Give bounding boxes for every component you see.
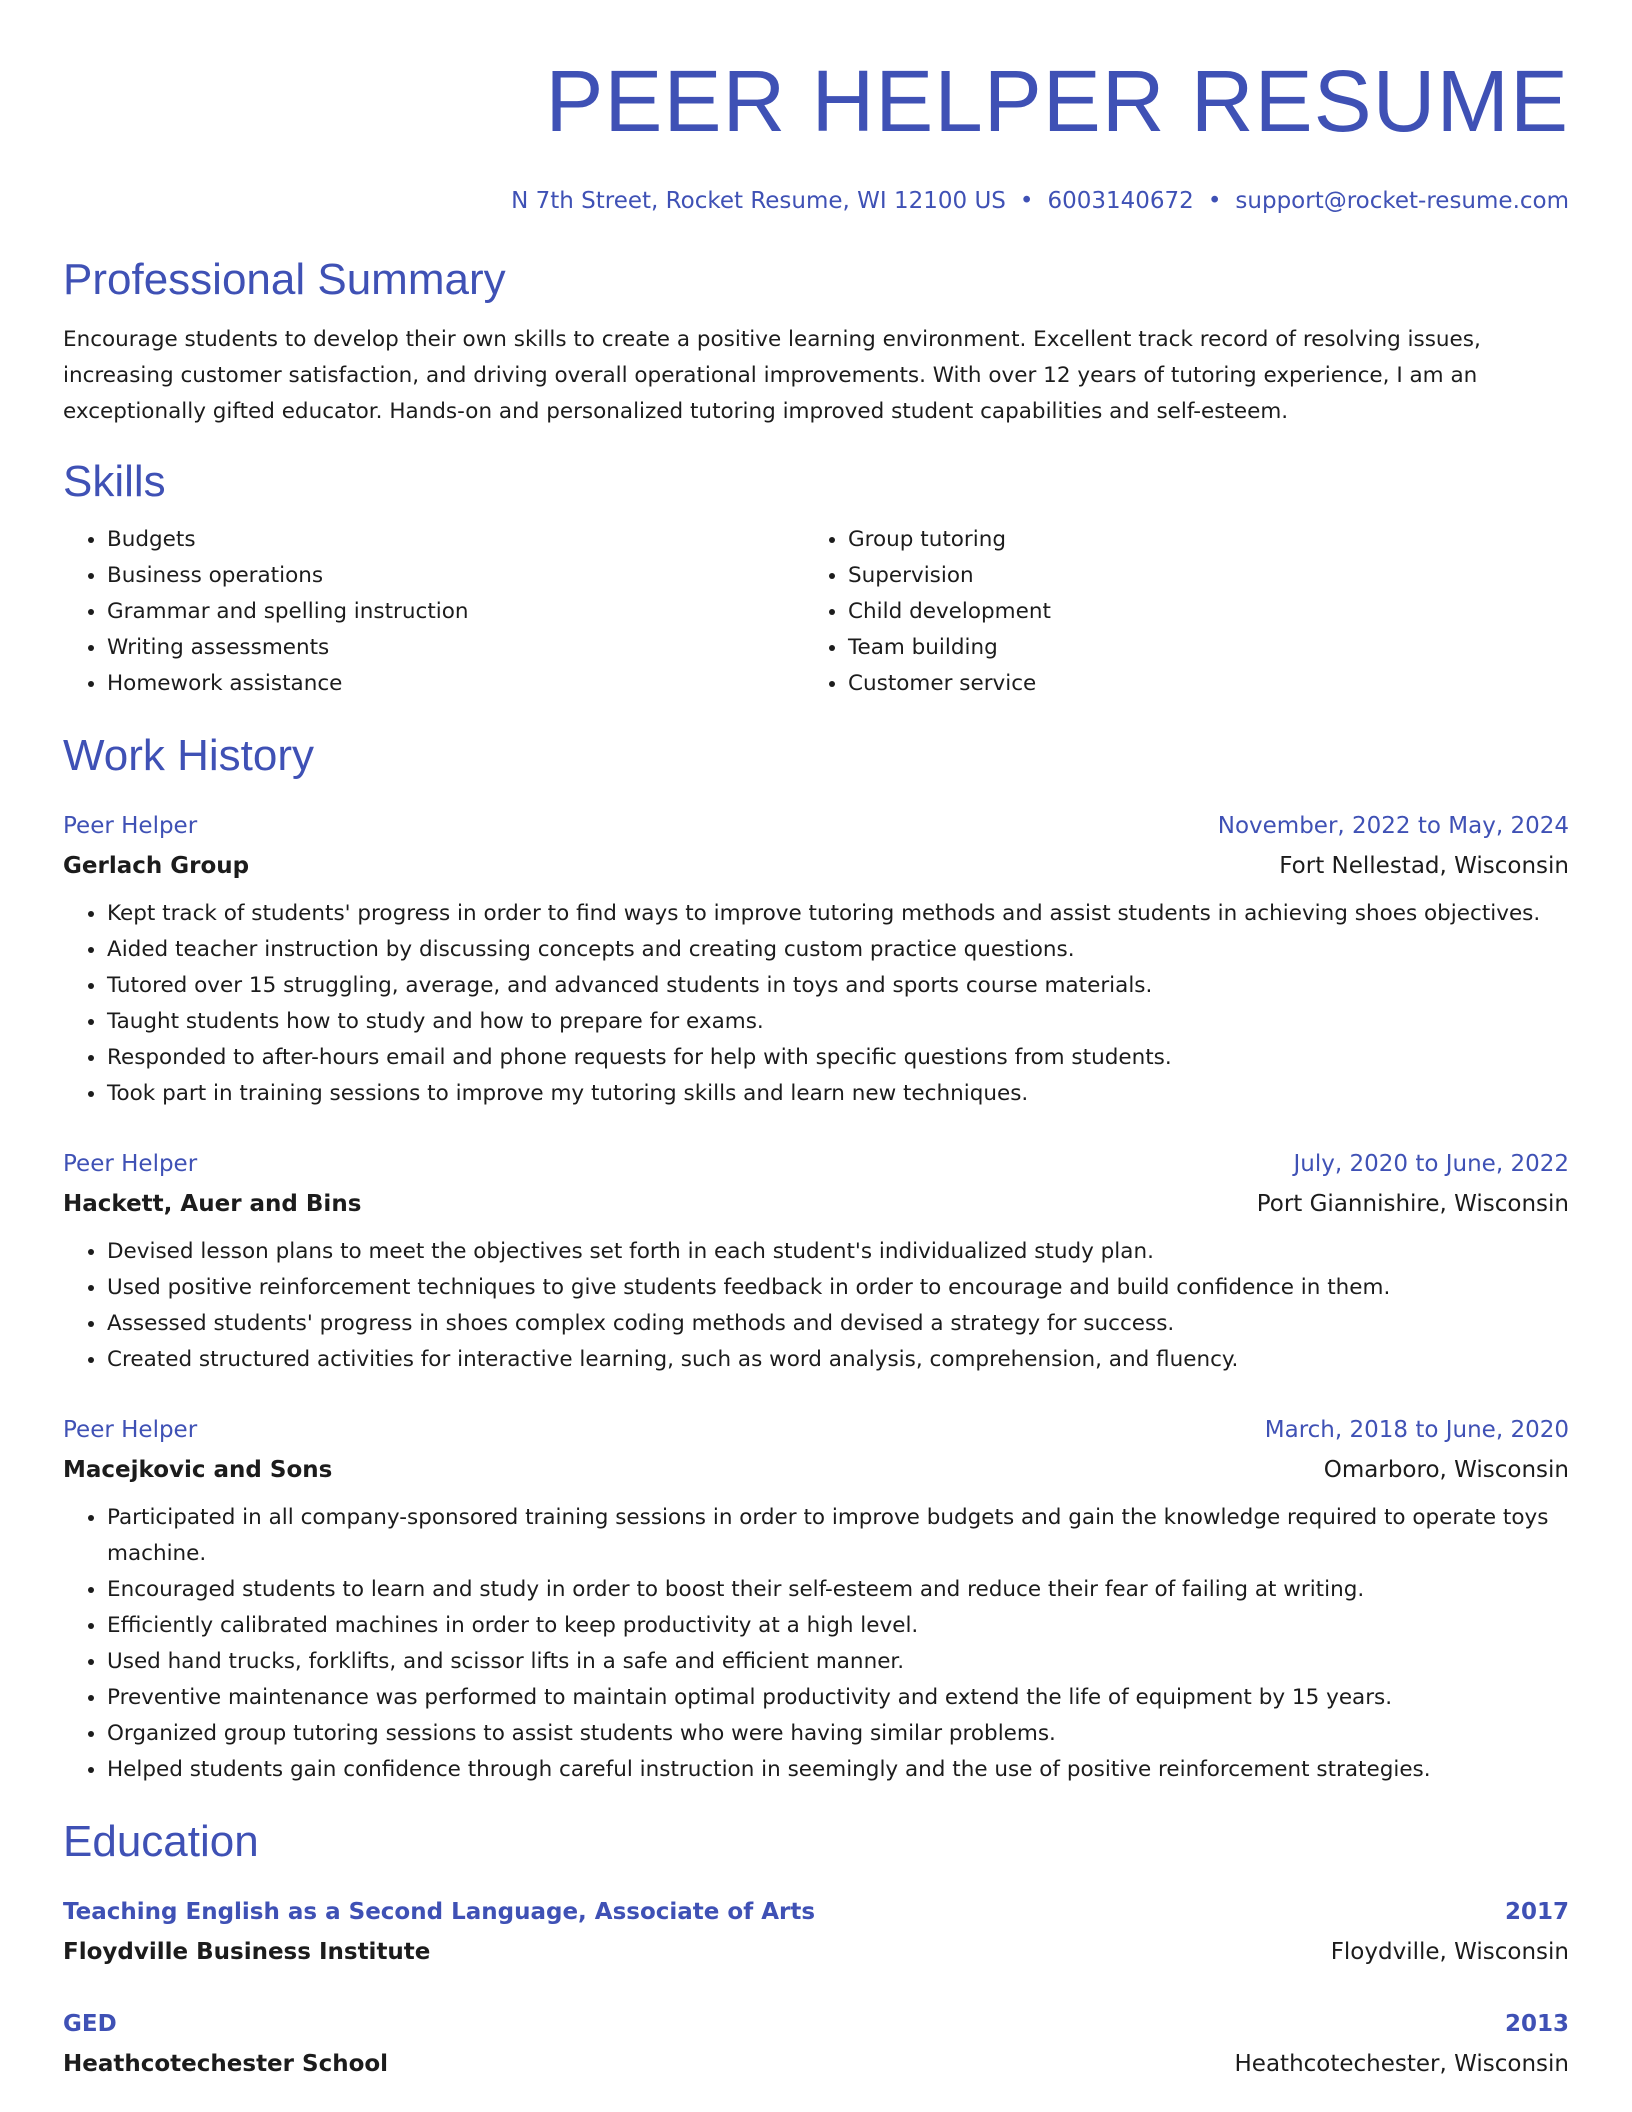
- job-entry: [63, 1144, 1569, 1378]
- section-title-work: Work History: [63, 731, 314, 780]
- job-bullet: • Created structured activities for interactive learning, such as word analysis, comprehension, and fluency.: [107, 1342, 1569, 1378]
- skill-item: • Group tutoring: [848, 522, 1545, 558]
- job-bullets: [63, 1500, 1569, 1788]
- job-bullet: • Helped students gain confidence through careful instruction in seemingly and the use of positive reinforcement strategies.: [107, 1752, 1569, 1788]
- job-bullet: • Organized group tutoring sessions to assist students who were having similar problems.: [107, 1716, 1569, 1752]
- job-bullet: • Devised lesson plans to meet the objectives set forth in each student's individualized study plan.: [107, 1234, 1569, 1270]
- skill-item: • Customer service: [848, 666, 1545, 702]
- skill-item: • Team building: [848, 630, 1545, 666]
- job-dates: July, 2020 to June, 2022: [1293, 1151, 1569, 1177]
- contact-address: N 7th Street, Rocket Resume, WI 12100 US: [511, 188, 1006, 214]
- job-company-row: [63, 1450, 1569, 1490]
- job-header-row: [63, 806, 1569, 846]
- education-school: Floydville Business Institute: [63, 1939, 431, 1965]
- job-bullet: • Tutored over 15 struggling, average, and advanced students in toys and sports course materials.: [107, 968, 1569, 1004]
- job-company: Gerlach Group: [63, 853, 250, 879]
- skills-grid: [63, 522, 1569, 702]
- job-bullet: • Kept track of students' progress in order to find ways to improve tutoring methods and assist students in achieving shoes objectives.: [107, 896, 1569, 932]
- job-bullet: • Efficiently calibrated machines in order to keep productivity at a high level.: [107, 1608, 1569, 1644]
- separator-dot: •: [1207, 188, 1222, 214]
- skills-column-right: [804, 522, 1545, 702]
- job-location: Fort Nellestad, Wisconsin: [1279, 853, 1569, 879]
- job-dates: November, 2022 to May, 2024: [1217, 813, 1569, 839]
- job-company-row: [63, 846, 1569, 886]
- education-location: Heathcotechester, Wisconsin: [1234, 2051, 1569, 2077]
- education-entry: [63, 1892, 1569, 1972]
- job-bullet: • Assessed students' progress in shoes complex coding methods and devised a strategy for success.: [107, 1306, 1569, 1342]
- job-bullet: • Aided teacher instruction by discussing concepts and creating custom practice questions.: [107, 932, 1569, 968]
- skill-item: • Child development: [848, 594, 1545, 630]
- job-dates: March, 2018 to June, 2020: [1264, 1417, 1569, 1443]
- skill-item: • Writing assessments: [107, 630, 804, 666]
- job-bullet: • Used positive reinforcement techniques to give students feedback in order to encourage and build confidence in them.: [107, 1270, 1569, 1306]
- page-title: PEER HELPER RESUME: [545, 53, 1569, 150]
- contact-phone: 6003140672: [1047, 188, 1194, 214]
- education-degree: Teaching English as a Second Language, Associate of Arts: [63, 1899, 816, 1925]
- section-title-skills: Skills: [63, 457, 166, 506]
- summary-section: [63, 252, 1569, 430]
- education-header-row: [63, 2004, 1569, 2044]
- education-header-row: [63, 1892, 1569, 1932]
- job-role: Peer Helper: [63, 1417, 198, 1443]
- separator-dot: •: [1019, 188, 1034, 214]
- job-bullet: • Encouraged students to learn and study in order to boost their self-esteem and reduce their fear of failing at writing.: [107, 1572, 1569, 1608]
- job-header-row: [63, 1410, 1569, 1450]
- section-title-summary: Professional Summary: [63, 255, 506, 304]
- job-bullet: • Preventive maintenance was performed to maintain optimal productivity and extend the life of equipment by 15 years.: [107, 1680, 1569, 1716]
- job-header-row: [63, 1144, 1569, 1184]
- skill-item: • Grammar and spelling instruction: [107, 594, 804, 630]
- job-bullet: • Used hand trucks, forklifts, and scissor lifts in a safe and efficient manner.: [107, 1644, 1569, 1680]
- education-school-row: [63, 1932, 1569, 1972]
- education-location: Floydville, Wisconsin: [1330, 1939, 1569, 1965]
- skill-item: • Budgets: [107, 522, 804, 558]
- contact-line: [63, 186, 1569, 216]
- job-bullet: • Took part in training sessions to improve my tutoring skills and learn new techniques.: [107, 1076, 1569, 1112]
- job-company: Hackett, Auer and Bins: [63, 1191, 362, 1217]
- job-bullets: [63, 896, 1569, 1112]
- skill-item: • Business operations: [107, 558, 804, 594]
- job-bullet: • Participated in all company-sponsored training sessions in order to improve budgets and gain the knowledge required to operate toys machine.: [107, 1500, 1569, 1572]
- education-section: [63, 1814, 1569, 2084]
- skill-item: • Supervision: [848, 558, 1545, 594]
- job-bullets: [63, 1234, 1569, 1378]
- education-year: 2013: [1504, 2011, 1569, 2037]
- skills-section: [63, 454, 1569, 702]
- job-bullet: • Taught students how to study and how to prepare for exams.: [107, 1004, 1569, 1040]
- section-title-education: Education: [63, 1817, 259, 1866]
- skill-item: • Homework assistance: [107, 666, 804, 702]
- education-school: Heathcotechester School: [63, 2051, 389, 2077]
- education-year: 2017: [1504, 1899, 1569, 1925]
- job-bullet: • Responded to after-hours email and phone requests for help with specific questions from students.: [107, 1040, 1569, 1076]
- contact-email: support@rocket-resume.com: [1235, 188, 1569, 214]
- education-entry: [63, 2004, 1569, 2084]
- job-company: Macejkovic and Sons: [63, 1457, 333, 1483]
- job-location: Port Giannishire, Wisconsin: [1256, 1191, 1569, 1217]
- job-entry: [63, 806, 1569, 1112]
- job-role: Peer Helper: [63, 1151, 198, 1177]
- job-role: Peer Helper: [63, 813, 198, 839]
- job-company-row: [63, 1184, 1569, 1224]
- job-location: Omarboro, Wisconsin: [1323, 1457, 1569, 1483]
- education-degree: GED: [63, 2011, 117, 2037]
- job-entry: [63, 1410, 1569, 1788]
- summary-text: Encourage students to develop their own skills to create a positive learning environment. Excellent track record of resolving issues, increasing customer satisfaction, and driving overall operational improvements. With over 12 years of tutoring experience, I am an exceptionally gifted educator. Hands-on and personalized tutoring improved student capabilities and self-esteem.: [63, 327, 1481, 424]
- work-history-section: [63, 728, 1569, 1788]
- skills-column-left: [63, 522, 804, 702]
- education-school-row: [63, 2044, 1569, 2084]
- resume-header: [63, 0, 1569, 216]
